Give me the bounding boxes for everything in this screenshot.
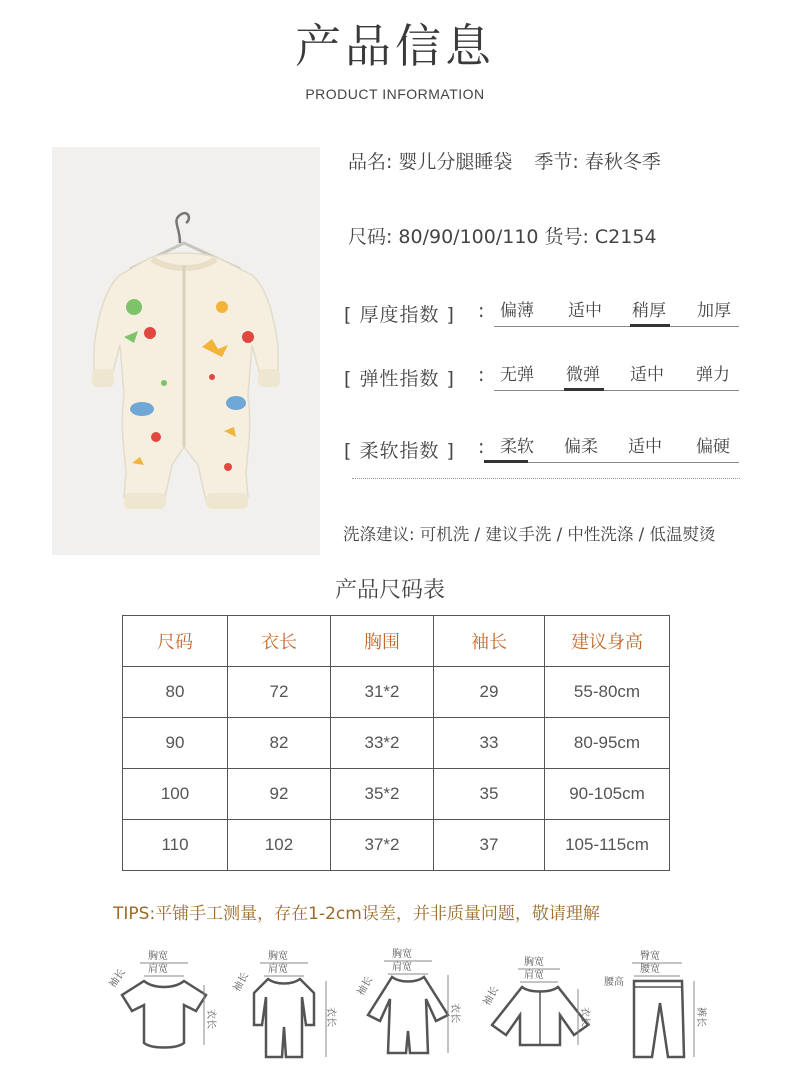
index-label: [ 厚度指数 ]: [344, 304, 455, 326]
table-row: [123, 718, 670, 769]
code-value: C2154: [594, 226, 657, 248]
table-cell: 55-80cm: [545, 667, 670, 718]
sleeve-label: 袖长: [107, 967, 128, 990]
table-cell: 72: [228, 667, 331, 718]
index-option: 无弹: [500, 365, 534, 385]
info-row-name-season: [348, 147, 667, 174]
size-label: 尺码:: [348, 226, 393, 248]
table-cell: 37*2: [331, 820, 434, 871]
index-selected-marker: [630, 324, 670, 327]
index-option: 偏硬: [696, 437, 730, 457]
index-option: 适中: [628, 437, 662, 457]
length-label: 衣长: [205, 1009, 216, 1029]
index-option: 适中: [568, 301, 602, 321]
table-cell: 100: [123, 769, 228, 820]
size-value: 80/90/100/110: [398, 226, 539, 248]
table-header-cell: 胸围: [331, 616, 434, 667]
index-option: 偏柔: [564, 437, 598, 457]
table-cell: 35: [434, 769, 545, 820]
chest-label: 胸宽: [268, 951, 288, 962]
shoulder-label: 肩宽: [392, 962, 412, 973]
table-cell: 90: [123, 718, 228, 769]
table-header-row: [123, 616, 670, 667]
table-cell: 92: [228, 769, 331, 820]
index-selected-marker: [564, 388, 604, 391]
index-scale-line: [494, 390, 739, 391]
jumpsuit-diagram: [228, 945, 348, 1065]
table-row: [123, 769, 670, 820]
index-option: 加厚: [697, 301, 731, 321]
index-colon: :: [478, 300, 485, 322]
table-header-cell: 建议身高: [545, 616, 670, 667]
season-value: 春秋冬季: [584, 151, 661, 173]
index-option-selected: 稍厚: [632, 301, 666, 321]
table-header-cell: 袖长: [434, 616, 545, 667]
sleeve-label: 袖长: [231, 970, 252, 994]
index-colon: :: [478, 364, 485, 386]
code-label: 货号:: [544, 226, 589, 248]
measurement-tips: TIPS:平铺手工测量，存在1-2cm误差，并非质量问题，敬请理解: [113, 904, 600, 924]
split-leg-sleeper-diagram: [352, 945, 472, 1065]
waist-label: 腰宽: [640, 964, 660, 975]
jacket-diagram: [474, 945, 594, 1065]
pants-length-label: 裤长: [695, 1007, 706, 1027]
index-option: 适中: [630, 365, 664, 385]
table-cell: 33: [434, 718, 545, 769]
table-header-cell: 衣长: [228, 616, 331, 667]
sleeve-label: 袖长: [355, 974, 376, 998]
page-subtitle: PRODUCT INFORMATION: [305, 86, 485, 102]
table-header-cell: 尺码: [123, 616, 228, 667]
season-label: 季节:: [534, 151, 579, 173]
chest-label: 胸宽: [148, 951, 168, 962]
table-cell: 90-105cm: [545, 769, 670, 820]
product-photo: [52, 147, 320, 555]
table-cell: 110: [123, 820, 228, 871]
index-option: 弹力: [696, 365, 730, 385]
index-scale-line: [494, 326, 739, 327]
table-cell: 105-115cm: [545, 820, 670, 871]
index-label: [ 弹性指数 ]: [344, 368, 455, 390]
index-label: [ 柔软指数 ]: [344, 440, 455, 462]
index-option: 偏薄: [500, 301, 534, 321]
index-scale-line: [494, 462, 739, 463]
table-cell: 80: [123, 667, 228, 718]
table-cell: 80-95cm: [545, 718, 670, 769]
table-row: [123, 667, 670, 718]
shoulder-label: 肩宽: [268, 964, 288, 975]
index-colon: :: [478, 436, 485, 458]
sleeve-label: 袖长: [481, 984, 502, 1008]
table-cell: 35*2: [331, 769, 434, 820]
info-row-size-code: [348, 222, 663, 249]
name-label: 品名:: [348, 151, 393, 173]
shoulder-label: 肩宽: [524, 970, 544, 981]
page-title: 产品信息: [295, 19, 495, 73]
length-label: 衣长: [579, 1007, 590, 1027]
table-row: [123, 820, 670, 871]
size-table-title: 产品尺码表: [334, 578, 445, 603]
index-option-selected: 柔软: [500, 437, 534, 457]
table-cell: 82: [228, 718, 331, 769]
pants-diagram: [604, 945, 714, 1065]
hip-label: 臀宽: [640, 951, 660, 962]
index-selected-marker: [484, 460, 528, 463]
sleep-sack-illustration: [52, 147, 320, 555]
length-label: 衣长: [325, 1007, 336, 1027]
care-instructions: 洗涤建议: 可机洗 / 建议手洗 / 中性洗涤 / 低温熨烫: [343, 525, 716, 544]
chest-label: 胸宽: [392, 949, 412, 960]
table-cell: 33*2: [331, 718, 434, 769]
table-cell: 37: [434, 820, 545, 871]
table-cell: 29: [434, 667, 545, 718]
table-cell: 102: [228, 820, 331, 871]
name-value: 婴儿分腿睡袋: [398, 151, 513, 173]
size-table: [122, 615, 670, 871]
romper-diagram: [100, 945, 220, 1065]
waist-height-label: 腰高: [604, 977, 624, 988]
length-label: 衣长: [449, 1003, 460, 1023]
shoulder-label: 肩宽: [148, 964, 168, 975]
table-cell: 31*2: [331, 667, 434, 718]
dotted-divider: [352, 478, 740, 479]
index-option-selected: 微弹: [566, 365, 600, 385]
chest-label: 胸宽: [524, 957, 544, 968]
